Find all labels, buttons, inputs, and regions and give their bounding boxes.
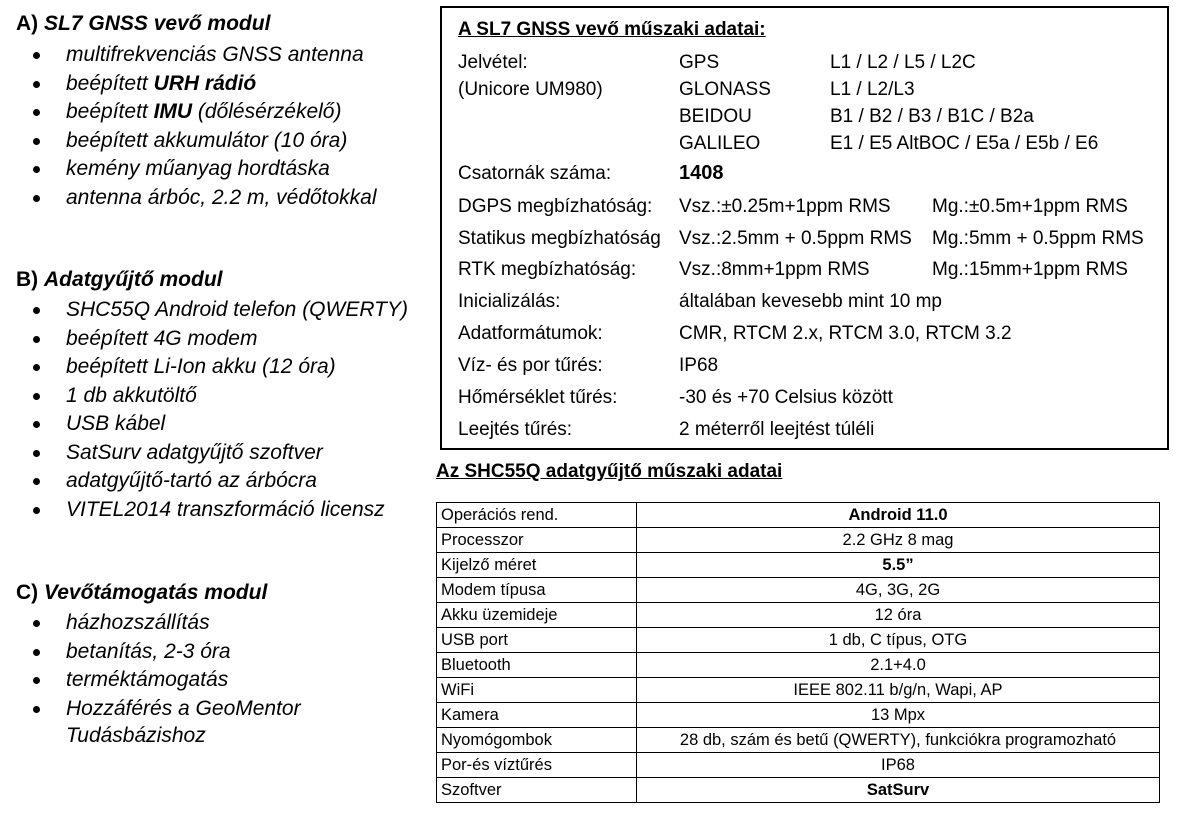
list-item: antenna árbóc, 2.2 m, védőtokkal xyxy=(0,184,440,213)
shc-spec-table xyxy=(436,502,1160,803)
table-row xyxy=(437,703,1160,728)
constellation-bands: L1 / L2 / L5 / L2C xyxy=(830,52,976,73)
accuracy-label: RTK megbízhatóság: xyxy=(458,259,637,280)
spec-key: Nyomógombok xyxy=(437,728,637,753)
list-item: beépített Li-Ion akku (12 óra) xyxy=(0,353,440,382)
table-row xyxy=(437,628,1160,653)
spec-key: USB port xyxy=(437,628,637,653)
table-row xyxy=(437,528,1160,553)
list-item: házhozszállítás xyxy=(0,609,440,638)
spec-key: Akku üzemideje xyxy=(437,603,637,628)
spec-value: 13 Mpx xyxy=(637,703,1160,728)
accuracy-vertical: Mg.:±0.5m+1ppm RMS xyxy=(932,196,1128,217)
table-row xyxy=(437,653,1160,678)
table-row xyxy=(437,728,1160,753)
spec-value: 5.5” xyxy=(637,553,1160,578)
table-row xyxy=(437,578,1160,603)
accuracy-horizontal: Vsz.:±0.25m+1ppm RMS xyxy=(679,196,891,217)
spec-key: WiFi xyxy=(437,678,637,703)
constellation-bands: B1 / B2 / B3 / B1C / B2a xyxy=(830,106,1034,127)
spec-key: Bluetooth xyxy=(437,653,637,678)
section-c-title xyxy=(16,581,267,605)
channels-value: 1408 xyxy=(679,162,724,184)
constellation-bands: E1 / E5 AltBOC / E5a / E5b / E6 xyxy=(830,133,1099,154)
section-c-letter: C) xyxy=(16,581,39,604)
section-c-list xyxy=(0,609,440,749)
spec-label: Adatformátumok: xyxy=(458,323,603,344)
list-item: USB kábel xyxy=(0,410,440,439)
reception-label: Jelvétel: xyxy=(458,52,528,73)
accuracy-label: Statikus megbízhatóság xyxy=(458,228,661,249)
spec-value: 1 db, C típus, OTG xyxy=(637,628,1160,653)
list-item: 1 db akkutöltő xyxy=(0,382,440,411)
accuracy-horizontal: Vsz.:8mm+1ppm RMS xyxy=(679,259,870,280)
constellation-system: GPS xyxy=(679,52,720,73)
sl7-spec-box xyxy=(440,6,1169,450)
list-item: multifrekvenciás GNSS antenna xyxy=(0,41,440,70)
list-item: kemény műanyag hordtáska xyxy=(0,155,440,184)
section-b-title xyxy=(16,268,223,292)
table-row xyxy=(437,503,1160,528)
section-a-title xyxy=(16,12,270,36)
section-b-name: Adatgyűjtő modul xyxy=(44,268,223,291)
spec-label: Víz- és por tűrés: xyxy=(458,355,603,376)
list-item: SatSurv adatgyűjtő szoftver xyxy=(0,439,440,468)
list-item: Hozzáférés a GeoMentor Tudásbázishoz xyxy=(0,695,356,749)
list-item: beépített URH rádió xyxy=(0,70,440,99)
table-row xyxy=(437,678,1160,703)
sl7-title: A SL7 GNSS vevő műszaki adatai: xyxy=(458,19,766,40)
spec-value: 12 óra xyxy=(637,603,1160,628)
spec-value: SatSurv xyxy=(637,778,1160,803)
spec-value: IEEE 802.11 b/g/n, Wapi, AP xyxy=(637,678,1160,703)
spec-key: Modem típusa xyxy=(437,578,637,603)
constellation-bands: L1 / L2/L3 xyxy=(830,79,915,100)
constellation-system: GLONASS xyxy=(679,79,771,100)
spec-value: -30 és +70 Celsius között xyxy=(679,387,893,408)
spec-value: Android 11.0 xyxy=(637,503,1160,528)
spec-label: Leejtés tűrés: xyxy=(458,419,573,440)
spec-value: 28 db, szám és betű (QWERTY), funkciókra programozható xyxy=(637,728,1160,753)
section-a-list xyxy=(0,41,440,212)
spec-value: általában kevesebb mint 10 mp xyxy=(679,291,942,312)
table-row xyxy=(437,778,1160,803)
table-row xyxy=(437,753,1160,778)
list-item: adatgyűjtő-tartó az árbócra xyxy=(0,467,440,496)
spec-key: Por-és víztűrés xyxy=(437,753,637,778)
list-item: beépített 4G modem xyxy=(0,325,440,354)
channels-label: Csatornák száma: xyxy=(458,163,612,184)
list-item: SHC55Q Android telefon (QWERTY) xyxy=(0,296,440,325)
reception-sub: (Unicore UM980) xyxy=(458,79,603,100)
section-a-name: SL7 GNSS vevő modul xyxy=(44,12,271,35)
spec-value: IP68 xyxy=(637,753,1160,778)
list-item: beépített akkumulátor (10 óra) xyxy=(0,127,440,156)
shc-table-body xyxy=(437,503,1160,803)
spec-label: Inicializálás: xyxy=(458,291,561,312)
list-item: betanítás, 2-3 óra xyxy=(0,638,440,667)
constellation-system: BEIDOU xyxy=(679,106,752,127)
shc-title: Az SHC55Q adatgyűjtő műszaki adatai xyxy=(436,461,783,482)
spec-key: Processzor xyxy=(437,528,637,553)
spec-value: 2 méterről leejtést túléli xyxy=(679,419,875,440)
list-item: beépített IMU (dőlésérzékelő) xyxy=(0,98,440,127)
table-row xyxy=(437,603,1160,628)
spec-key: Kamera xyxy=(437,703,637,728)
spec-value: IP68 xyxy=(679,355,719,376)
section-b-letter: B) xyxy=(16,268,39,291)
spec-value: 2.2 GHz 8 mag xyxy=(637,528,1160,553)
spec-value: CMR, RTCM 2.x, RTCM 3.0, RTCM 3.2 xyxy=(679,323,1012,344)
section-c-name: Vevőtámogatás modul xyxy=(44,581,268,604)
accuracy-label: DGPS megbízhatóság: xyxy=(458,196,653,217)
table-row xyxy=(437,553,1160,578)
constellation-system: GALILEO xyxy=(679,133,761,154)
spec-key: Operációs rend. xyxy=(437,503,637,528)
spec-value: 4G, 3G, 2G xyxy=(637,578,1160,603)
spec-label: Hőmérséklet tűrés: xyxy=(458,387,618,408)
list-item: terméktámogatás xyxy=(0,666,440,695)
list-item: VITEL2014 transzformáció licensz xyxy=(0,496,440,525)
spec-key: Kijelző méret xyxy=(437,553,637,578)
accuracy-horizontal: Vsz.:2.5mm + 0.5ppm RMS xyxy=(679,228,912,249)
accuracy-vertical: Mg.:5mm + 0.5ppm RMS xyxy=(932,228,1144,249)
accuracy-vertical: Mg.:15mm+1ppm RMS xyxy=(932,259,1128,280)
spec-value: 2.1+4.0 xyxy=(637,653,1160,678)
section-b-list xyxy=(0,296,440,524)
spec-key: Szoftver xyxy=(437,778,637,803)
section-a-letter: A) xyxy=(16,12,39,35)
